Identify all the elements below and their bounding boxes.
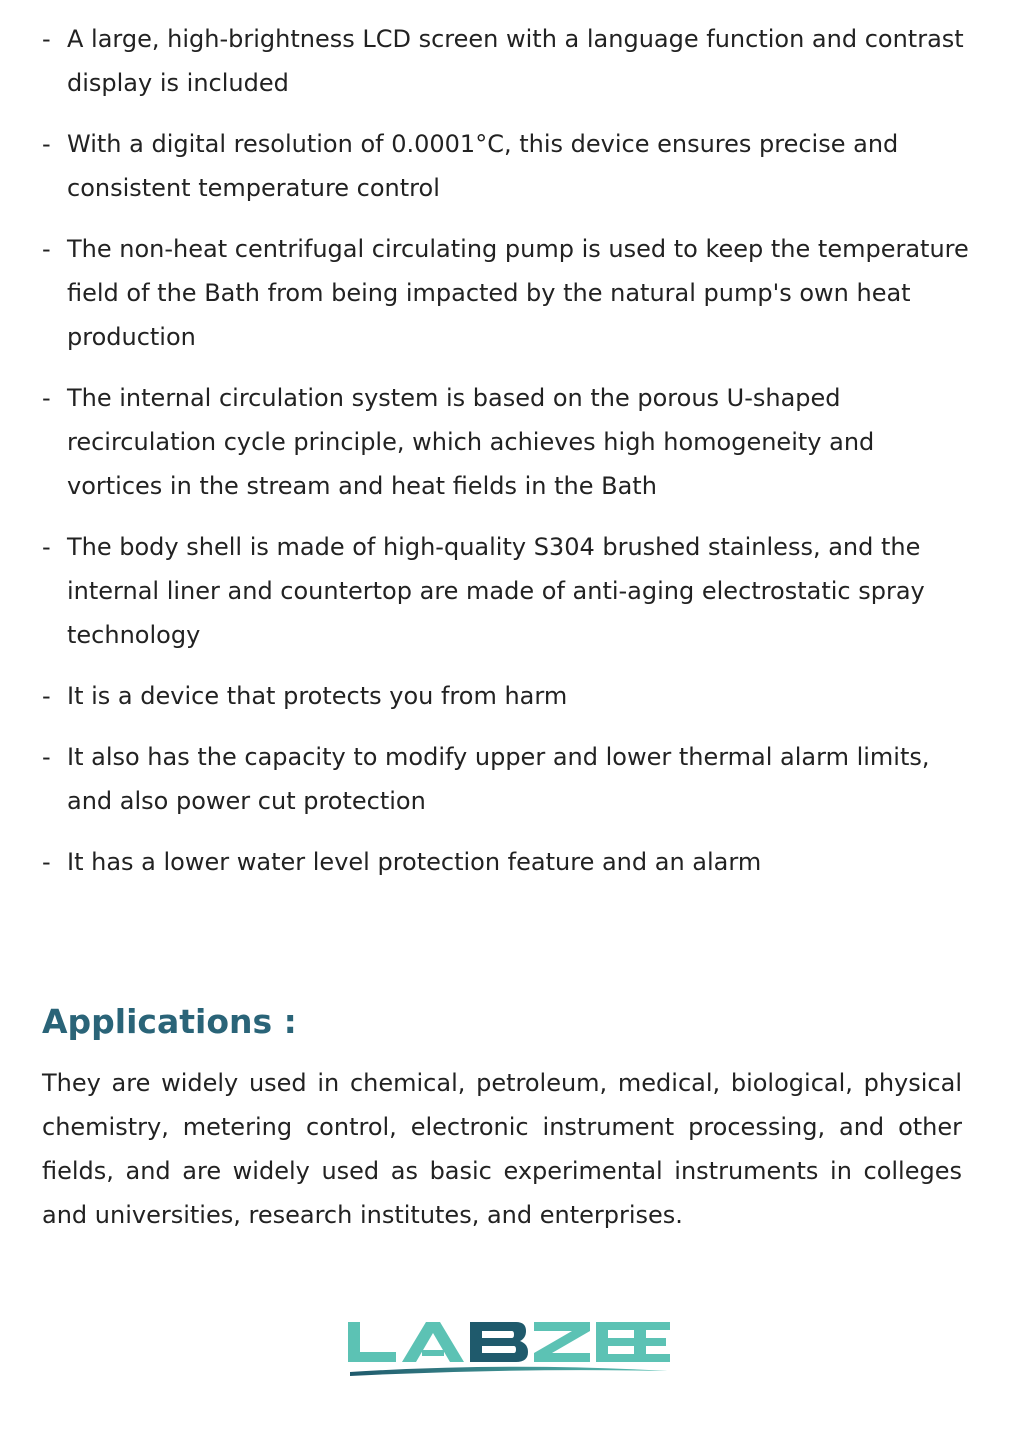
- feature-item: [42, 525, 972, 657]
- bullet-dash: -: [42, 384, 51, 412]
- bullet-dash: -: [42, 682, 51, 710]
- logo-letters: [348, 1322, 670, 1362]
- feature-text: The body shell is made of high-quality S304 brushed stainless, and the internal liner and countertop are made of anti-aging electrostatic spray technology: [67, 533, 925, 649]
- feature-text: It has a lower water level protection feature and an alarm: [67, 848, 762, 876]
- feature-item: [42, 227, 972, 359]
- logo-letter-z: [534, 1322, 590, 1362]
- logo-letter-b: [470, 1322, 528, 1362]
- logo-letter-e: [596, 1322, 638, 1362]
- applications-text: They are widely used in chemical, petroleum, medical, biological, physical chemistry, metering control, electronic instrument processing, and other fields, and are widely used as basic experimental instruments in colleges and universities, research institutes, and enterprises.: [42, 1069, 962, 1229]
- feature-item: [42, 674, 972, 718]
- applications-heading: Applications :: [42, 1002, 297, 1041]
- feature-text: It also has the capacity to modify upper and lower thermal alarm limits, and also power cut protection: [67, 743, 930, 815]
- feature-item: [42, 122, 972, 210]
- feature-text: It is a device that protects you from harm: [67, 682, 568, 710]
- feature-text: A large, high-brightness LCD screen with a language function and contrast display is included: [67, 25, 964, 97]
- logo-letter-l: [348, 1322, 396, 1362]
- logo-letter-a: [402, 1322, 464, 1362]
- logo-letter-e: [634, 1322, 670, 1362]
- logo-swoosh: [350, 1367, 668, 1376]
- bullet-dash: -: [42, 743, 51, 771]
- feature-item: [42, 735, 972, 823]
- feature-text: The internal circulation system is based on the porous U-shaped recirculation cycle principle, which achieves high homogeneity and vortices in the stream and heat fields in the Bath: [67, 384, 875, 500]
- bullet-dash: -: [42, 533, 51, 561]
- feature-item: [42, 840, 972, 884]
- bullet-dash: -: [42, 130, 51, 158]
- bullet-dash: -: [42, 235, 51, 263]
- feature-list: [42, 17, 972, 901]
- labzee-logo: [344, 1316, 674, 1380]
- feature-text: With a digital resolution of 0.0001°C, this device ensures precise and consistent temperature control: [67, 130, 899, 202]
- feature-item: [42, 376, 972, 508]
- feature-text: The non-heat centrifugal circulating pump is used to keep the temperature field of the Bath from being impacted by the natural pump's own heat production: [67, 235, 969, 351]
- bullet-dash: -: [42, 25, 51, 53]
- bullet-dash: -: [42, 848, 51, 876]
- feature-item: [42, 17, 972, 105]
